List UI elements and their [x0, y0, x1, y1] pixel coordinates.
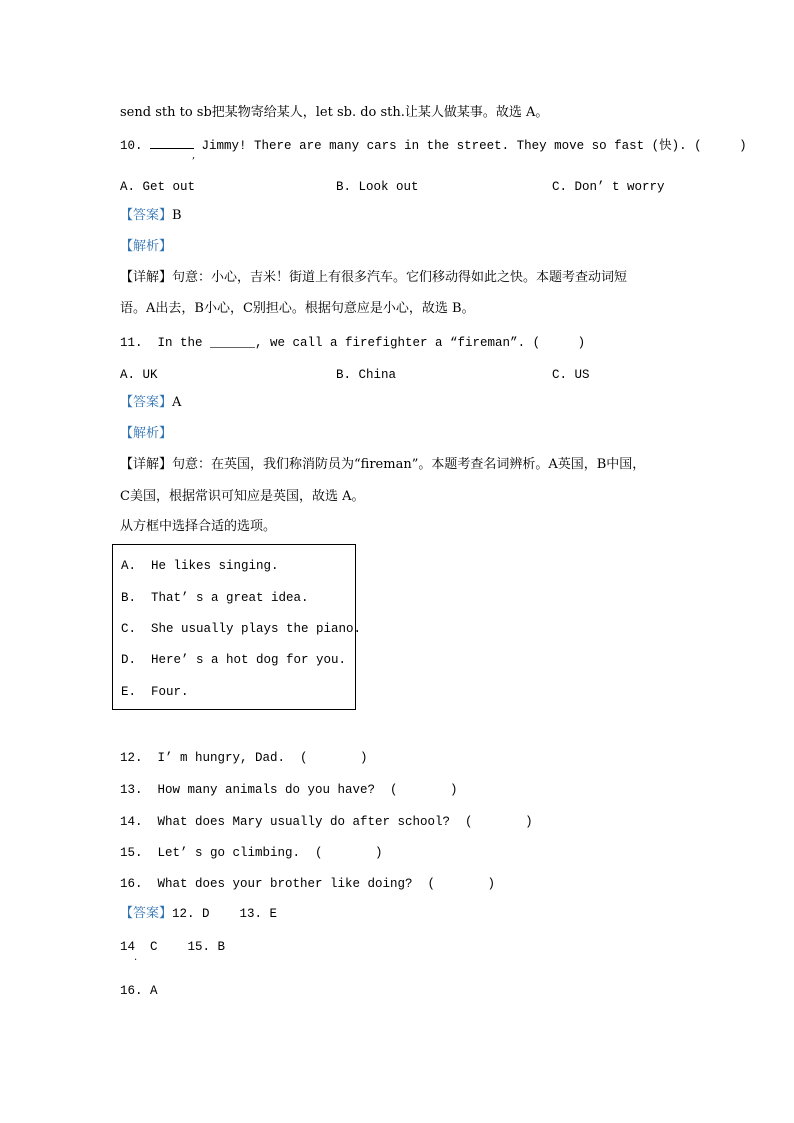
- question-15: 15. Let’ s go climbing. ( ): [120, 846, 383, 860]
- detail-line-1: 【详解】句意：在英国，我们称消防员为“fireman”。本题考查名词辨析。A英国，B中国，: [120, 457, 646, 472]
- answer-blank: [150, 136, 194, 149]
- question-text: Jimmy! There are many cars in the street. They move so fast (快). ( ): [201, 139, 747, 153]
- analysis-tag: 【解析】: [120, 239, 173, 254]
- intro-line: send sth to sb把某物寄给某人，let sb. do sth.让某人做某事。故选 A。: [120, 105, 549, 120]
- question-12: 12. I’ m hungry, Dad. ( ): [120, 751, 368, 765]
- detail-line-1: 【详解】句意：小心，吉米！街道上有很多汽车。它们移动得如此之快。本题考查动词短: [120, 270, 628, 285]
- answer-value: B: [172, 208, 182, 223]
- option-c: C. Don’ t worry: [552, 180, 665, 194]
- option-c: C. US: [552, 368, 590, 382]
- dot-mark: .: [134, 952, 138, 963]
- question-10: [120, 136, 747, 155]
- instruction: 从方框中选择合适的选项。: [120, 519, 277, 534]
- question-13: 13. How many animals do you have? ( ): [120, 783, 458, 797]
- answer-line: [120, 394, 181, 412]
- detail-tag: 【详解】: [120, 457, 173, 472]
- option-b: B. China: [336, 368, 397, 382]
- box-option-c: C. She usually plays the piano.: [121, 622, 362, 636]
- question-number: 10.: [120, 139, 143, 153]
- answers-line-1: 【答案】12. D 13. E: [120, 906, 278, 921]
- answers-line-3: 16. A: [120, 984, 158, 998]
- options-box: [112, 544, 362, 710]
- option-a: A. UK: [120, 368, 158, 382]
- analysis-tag: 【解析】: [120, 426, 173, 441]
- answer-line: [120, 207, 182, 225]
- question-11: 11. In the ______, we call a firefighter a “fireman”. ( ): [120, 336, 586, 350]
- answer-tag: 【答案】: [120, 395, 173, 410]
- box-option-b: B. That’ s a great idea.: [121, 591, 309, 605]
- box-option-d: D. Here’ s a hot dog for you.: [121, 653, 347, 667]
- box-option-a: A. He likes singing.: [121, 559, 279, 573]
- detail-tag: 【详解】: [120, 270, 173, 285]
- answer-tag: 【答案】: [120, 208, 173, 223]
- answer-tag: 【答案】: [120, 906, 173, 921]
- detail-line-2: C美国，根据常识可知应是英国，故选 A。: [120, 489, 365, 504]
- box-option-e: E. Four.: [121, 685, 189, 699]
- answer-value: A: [172, 395, 182, 410]
- detail-line-2: 语。A出去，B小心，C别担心。根据句意应是小心，故选 B。: [120, 301, 475, 316]
- option-b: B. Look out: [336, 180, 419, 194]
- question-14: 14. What does Mary usually do after school? ( ): [120, 815, 533, 829]
- option-a: A. Get out: [120, 180, 196, 194]
- dot-mark: ,: [192, 150, 196, 161]
- question-16: 16. What does your brother like doing? ( ): [120, 877, 496, 891]
- answers-line-2: 14 C 15. B: [120, 940, 226, 954]
